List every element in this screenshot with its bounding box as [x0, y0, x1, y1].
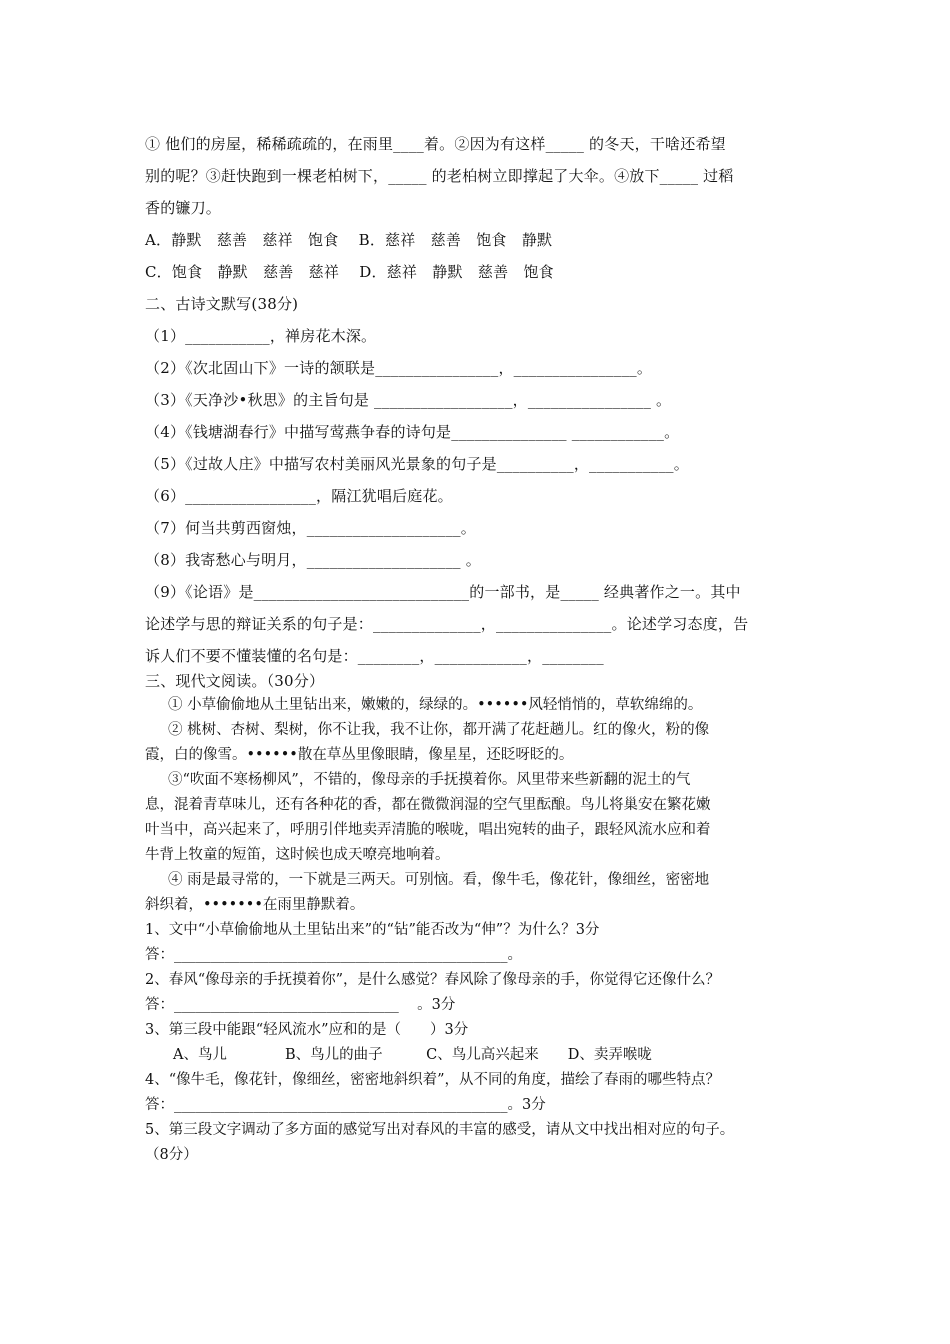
reading-paragraph-3-cont-2: 叶当中，高兴起来了，呼朋引伴地卖弄清脆的喉咙，唱出宛转的曲子，跟轻风流水应和着: [145, 822, 711, 838]
question-option-sentence-1: ① 他们的房屋，稀稀疏疏的，在雨里____着。②因为有这样_____ 的冬天，干啥还希望: [145, 135, 726, 153]
reading-paragraph-1: ① 小草偷偷地从土里钻出来，嫩嫩的，绿绿的。••••••风轻悄悄的，草软绵绵的。: [168, 697, 703, 713]
question-option-sentence-3: 香的镰刀。: [145, 199, 222, 217]
choice-a-b: A．静默 慈善 慈祥 饱食 B．慈祥 慈善 饱食 静默: [145, 231, 553, 249]
answer-line-4: 答：______________________________________________。3分: [145, 1097, 546, 1113]
reading-question-5-points: （8分）: [145, 1147, 198, 1163]
reading-question-1: 1、文中“小草偷偷地从土里钻出来”的“钻”能否改为“伸”？为什么？3分: [145, 922, 600, 938]
choice-c-d: C．饱食 静默 慈善 慈祥 D．慈祥 静默 慈善 饱食: [145, 263, 554, 281]
poetry-item-9-line-3: 诉人们不要不懂装懂的名句是：________，____________，________: [145, 647, 604, 665]
answer-line-2: 答：_______________________________ 。3分: [145, 997, 456, 1013]
poetry-item-6: （6）_________________，隔江犹唱后庭花。: [145, 487, 453, 505]
reading-question-3: 3、第三段中能跟“轻风流水”应和的是（ ）3分: [145, 1022, 469, 1038]
reading-paragraph-3: ③“吹面不寒杨柳风”，不错的，像母亲的手抚摸着你。风里带来些新翻的泥土的气: [168, 772, 691, 788]
section-heading-reading: 三、现代文阅读。（30分）: [145, 672, 325, 690]
poetry-item-7: （7）何当共剪西窗烛，____________________。: [145, 519, 476, 537]
poetry-item-3: （3）《天净沙•秋思》的主旨句是 __________________，________________ 。: [145, 391, 672, 409]
reading-question-4: 4、“像牛毛，像花针，像细丝，密密地斜织着”，从不同的角度，描绘了春雨的哪些特点？: [145, 1072, 721, 1088]
section-heading-poetry: 二、古诗文默写(38分): [145, 295, 299, 313]
question-option-sentence-2: 别的呢？③赶快跑到一棵老柏树下，_____ 的老柏树立即撑起了大伞。④放下_____ 过稻: [145, 167, 734, 185]
reading-paragraph-3-cont-3: 牛背上牧童的短笛，这时候也成天嘹亮地响着。: [145, 847, 450, 863]
answer-line-1: 答：______________________________________________。: [145, 947, 522, 963]
poetry-item-2: （2）《次北固山下》一诗的颔联是________________，________________。: [145, 359, 653, 377]
reading-paragraph-2: ② 桃树、杏树、梨树，你不让我，我不让你，都开满了花赶趟儿。红的像火，粉的像: [168, 722, 710, 738]
reading-paragraph-4-cont: 斜织着，•••••••在雨里静默着。: [145, 897, 365, 913]
poetry-item-4: （4）《钱塘湖春行》中描写莺燕争春的诗句是_______________ ____________。: [145, 423, 680, 441]
poetry-item-8: （8）我寄愁心与明月，____________________ 。: [145, 551, 481, 569]
reading-question-5: 5、第三段文字调动了多方面的感觉写出对春风的丰富的感受，请从文中找出相对应的句子。: [145, 1122, 735, 1138]
poetry-item-1: （1）___________，禅房花木深。: [145, 327, 377, 345]
poetry-item-9: （9）《论语》是____________________________的一部书，是_____ 经典著作之一。其中: [145, 583, 741, 601]
poetry-item-9-line-2: 论述学与思的辩证关系的句子是：______________，_______________。论述学习态度，告: [145, 615, 749, 633]
reading-paragraph-4: ④ 雨是最寻常的，一下就是三两天。可别恼。看，像牛毛，像花针，像细丝，密密地: [168, 872, 710, 888]
reading-question-2: 2、春风“像母亲的手抚摸着你”，是什么感觉？春风除了像母亲的手，你觉得它还像什么？: [145, 972, 721, 988]
reading-question-3-options: A、鸟儿 B、鸟儿的曲子 C、鸟儿高兴起来 D、卖弄喉咙: [173, 1047, 652, 1063]
poetry-item-5: （5）《过故人庄》中描写农村美丽风光景象的句子是__________，___________。: [145, 455, 689, 473]
reading-paragraph-3-cont-1: 息，混着青草味儿，还有各种花的香，都在微微润湿的空气里酝酿。鸟儿将巢安在繁花嫩: [145, 797, 711, 813]
reading-paragraph-2-cont: 霞，白的像雪。••••••散在草丛里像眼睛，像星星，还眨呀眨的。: [145, 747, 574, 763]
